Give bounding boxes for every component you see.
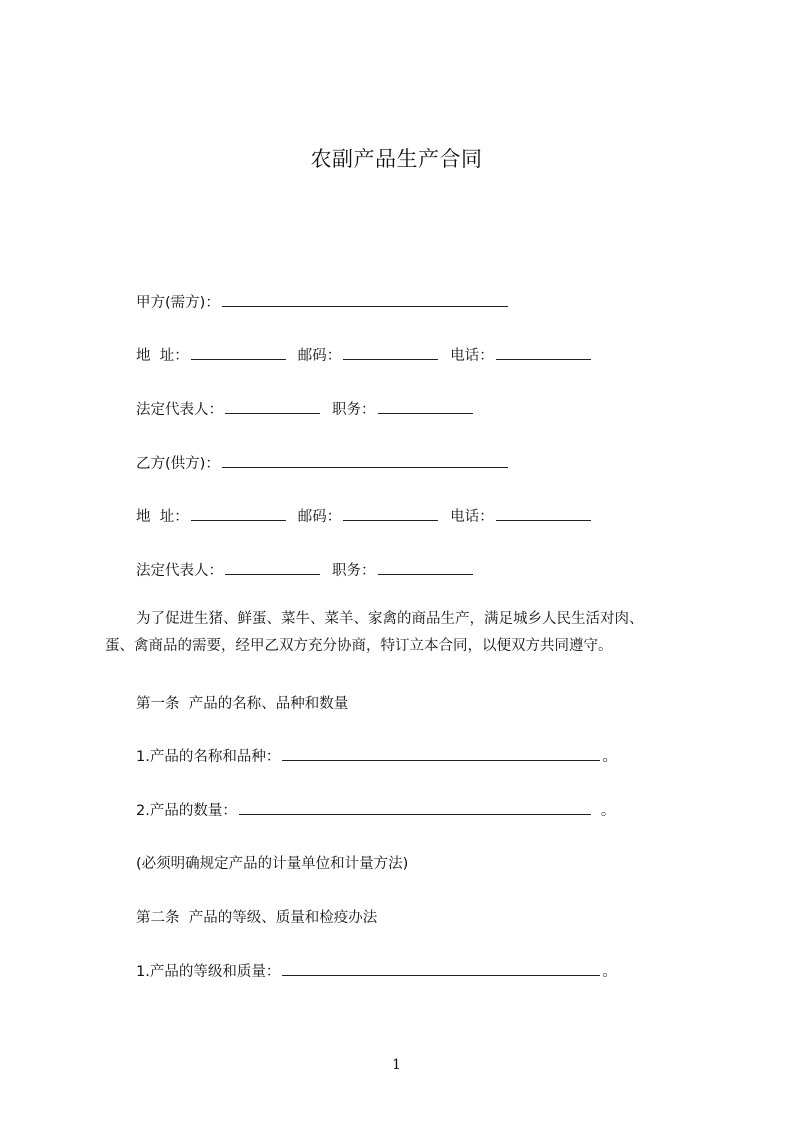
party-a-phone-label: 电话： [450,348,494,364]
article-2-heading-text: 第二条 产品的等级、质量和检疫办法 [136,910,378,926]
preamble-paragraph [105,606,705,660]
party-b-rep-label: 法定代表人： [136,563,223,579]
party-a-address-label: 地 址： [136,348,189,364]
party-b-postcode-label: 邮码： [297,509,342,525]
party-b-postcode-field[interactable] [343,506,438,521]
party-b-name-field[interactable] [222,453,508,468]
party-a-postcode-label: 邮码： [297,348,342,364]
party-b-phone-field[interactable] [496,506,591,521]
party-a-position-field[interactable] [378,399,473,414]
article-2-heading [136,906,377,927]
party-b-rep-field[interactable] [225,560,320,575]
party-a-label: 甲方(需方)： [136,295,220,311]
party-b-position-field[interactable] [378,560,473,575]
party-a-phone-field[interactable] [496,345,591,360]
product-grade-field[interactable] [282,961,600,976]
party-a-contact-line [136,344,593,365]
product-name-end: 。 [602,749,617,765]
article-1-heading-text: 第一条 产品的名称、品种和数量 [136,696,349,712]
party-a-line [136,291,510,312]
article-1-item-2 [136,799,615,820]
preamble-line-1: 为了促进生猪、鲜蛋、菜牛、菜羊、家禽的商品生产，满足城乡人民生活对肉、 [136,611,644,627]
party-a-name-field[interactable] [222,292,508,307]
document-title: 农副产品生产合同 [310,147,483,171]
party-b-phone-label: 电话： [450,509,494,525]
article-1-note-text: (必须明确规定产品的计量单位和计量方法) [136,856,409,872]
product-quantity-field[interactable] [239,800,591,815]
party-a-position-label: 职务： [332,402,376,418]
product-grade-label: 1.产品的等级和质量： [136,964,281,980]
party-a-rep-label: 法定代表人： [136,402,223,418]
party-b-position-label: 职务： [332,563,376,579]
article-1-heading [136,692,348,713]
article-1-item-1 [136,745,617,766]
product-quantity-label: 2.产品的数量： [136,803,237,819]
product-name-field[interactable] [282,746,600,761]
product-name-label: 1.产品的名称和品种： [136,749,281,765]
party-b-rep-line [136,559,475,580]
preamble-line-2: 蛋、禽商品的需要，经甲乙双方充分协商，特订立本合同，以便双方共同遵守。 [105,638,613,654]
article-1-note [136,852,408,873]
party-b-line [136,452,510,473]
party-a-postcode-field[interactable] [343,345,438,360]
party-b-address-field[interactable] [191,506,286,521]
party-a-address-field[interactable] [191,345,286,360]
party-a-rep-line [136,398,475,419]
page-number: 1 [392,1057,401,1073]
party-b-address-label: 地 址： [136,509,189,525]
party-a-rep-field[interactable] [225,399,320,414]
article-2-item-1 [136,960,617,981]
product-quantity-end: 。 [600,803,616,819]
party-b-label: 乙方(供方)： [136,456,220,472]
party-b-contact-line [136,505,593,526]
product-grade-end: 。 [602,964,617,980]
